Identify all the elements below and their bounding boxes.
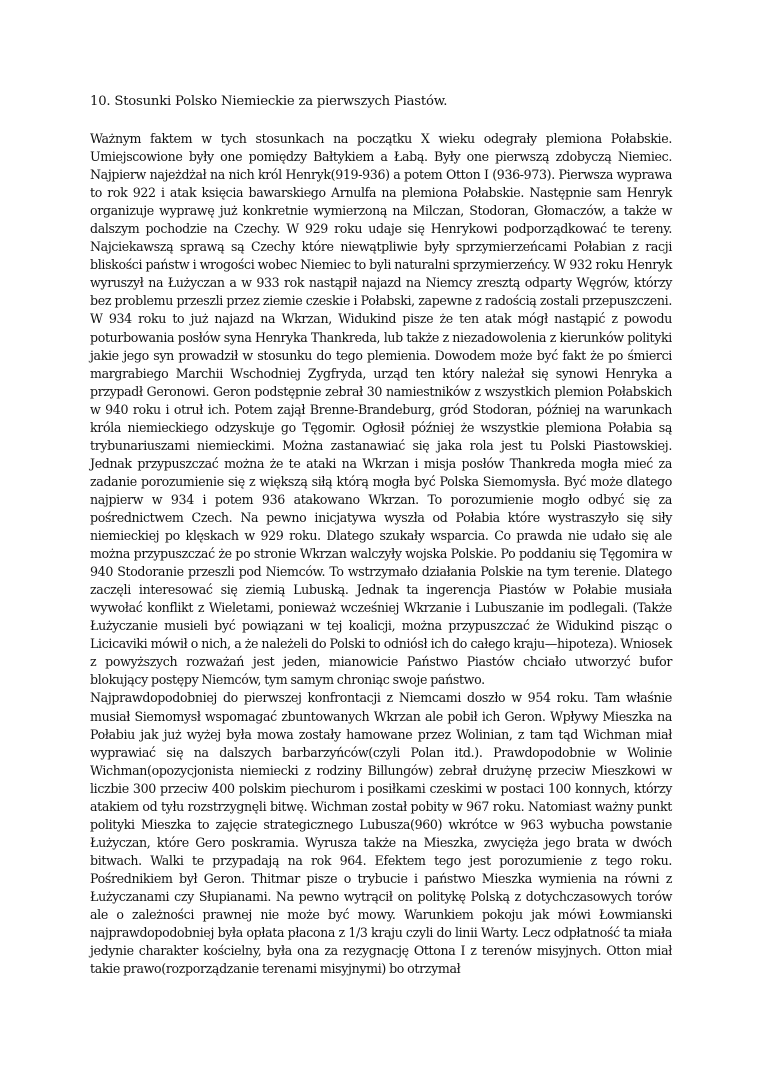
- document-title: 10. Stosunki Polsko Niemieckie za pierwszych Piastów.: [90, 94, 448, 109]
- paragraph-2: Najprawdopodobniej do pierwszej konfrontacji z Niemcami doszło w 954 roku. Tam właśnie musiał Siemomysł wspomagać zbuntowanych Wkrzan ale pobił ich Geron. Wpływy Mieszka na Połabiu jak już wyżej była mowa zostały hamowane przez Wolinian, z tam tąd Wichman miał wyprawiać się na dalszych barbarzyńców(czyli Polan itd.). Prawdopodobnie w Wolinie Wichman(opozycjonista niemiecki z rodziny Billungów) zebrał drużynę przeciw Mieszkowi w liczbie 300 przeciw 400 polskim piechurom i posiłkami czeskimi w postaci 100 konnych, którzy atakiem od tyłu rozstrzygnęli bitwę. Wichman został pobity w 967 roku. Natomiast ważny punkt polityki Mieszka to zajęcie strategicznego Lubusza(960) wkrótce w 963 wybucha powstanie Łużyczan, które Gero poskramia. Wyrusza także na Mieszka, zwycięża jego brata w dwóch bitwach. Walki te przypadają na rok 964. Efektem tego jest porozumienie z tego roku. Pośrednikiem był Geron. Thitmar pisze o trybucie i państwo Mieszka wymienia na równi z Łużyczanami czy Słupianami. Na pewno wytrącił on politykę Polską z dotychczasowych torów ale o zależności prawnej nie może być mowy. Warunkiem pokoju jak mówi Łowmianski najprawdopodobniej była opłata płacona z 1/3 kraju czyli do linii Warty. Lecz odpłatność ta miała jedynie charakter kościelny, była ona za rezygnację Ottona I z terenów misyjnych. Otton miał takie prawo(rozporządzanie terenami misyjnymi) bo otrzymał: [90, 690, 672, 977]
- paragraph-1: Ważnym faktem w tych stosunkach na początku X wieku odegrały plemiona Połabskie. Umiejscowione były one pomiędzy Bałtykiem a Łabą. Były one pierwszą zdobyczą Niemiec. Najpierw najeżdżał na nich król Henryk(919-936) a potem Otton I (936-973). Pierwsza wyprawa to rok 922 i atak księcia bawarskiego Arnulfa na plemiona Połabskie. Następnie sam Henryk organizuje wyprawę już konkretnie wymierzoną na Milczan, Stodoran, Głomaczów, a także w dalszym pochodzie na Czechy. W 929 roku udaje się Henrykowi podporządkować te tereny. Najciekawszą sprawą są Czechy które niewątpliwie były sprzymierzeńcami Połabian z racji bliskości państw i wrogości wobec Niemiec to byli naturalni sprzymierzeńcy. W 932 roku Henryk wyruszył na Łużyczan a w 933 rok nastąpił najazd na Niemcy zresztą odparty Węgrów, którzy bez problemu przeszli przez ziemie czeskie i Połabski, zapewne z radością zostali przepuszczeni. W 934 roku to już najazd na Wkrzan, Widukind pisze że ten atak mógł nastąpić z powodu poturbowania posłów syna Henryka Thankreda, lub także z niezadowolenia z kierunków polityki jakie jego syn prowadził w stosunku do tego plemienia. Dowodem może być fakt że po śmierci margrabiego Marchii Wschodniej Zygfryda, urząd ten który należał się synowi Henryka a przypadł Geronowi. Geron podstępnie zebrał 30 namiestników z wszystkich plemion Połabskich w 940 roku i otruł ich. Potem zajął Brenne-Brandeburg, gród Stodoran, później na warunkach króla niemieckiego odzyskuje go Tęgomir. Ogłosił później że wszystkie plemiona Połabia są trybunariuszami niemieckimi. Można zastanawiać się jaka rola jest tu Polski Piastowskiej. Jednak przypuszczać można że te ataki na Wkrzan i misja posłów Thankreda mogła mieć za zadanie porozumienie się z większą siłą którą mogła być Polska Siemomysła. Być może dlatego najpierw w 934 i potem 936 atakowano Wkrzan. To porozumienie mogło odbyć się za pośrednictwem Czech. Na pewno inicjatywa wyszła od Połabia które wystraszyło się siły niemieckiej po klęskach w 929 roku. Dlatego szukały wsparcia. Co prawda nie udało się ale można przypuszczać że po stronie Wkrzan walczyły wojska Polskie. Po poddaniu się Tęgomira w 940 Stodoranie przeszli pod Niemców. To wstrzymało działania Polskie na tym terenie. Dlatego zaczęli interesować się ziemią Lubuską. Jednak ta ingerencja Piastów w Połabie musiała wywołać konflikt z Wieletami, ponieważ wcześniej Wkrzanie i Lubuszanie im podlegali. (Także Łużyczanie musieli być powiązani w tej koalicji, można przypuszczać że Widukind pisząc o Licicaviki mówił o nich, a że należeli do Polski to odniósł ich do całego kraju—hipoteza). Wniosek z powyższych rozważań jest jeden, mianowicie Państwo Piastów chciało utworzyć bufor blokujący postępy Niemców, tym samym chroniąc swoje państwo.: [90, 131, 672, 688]
